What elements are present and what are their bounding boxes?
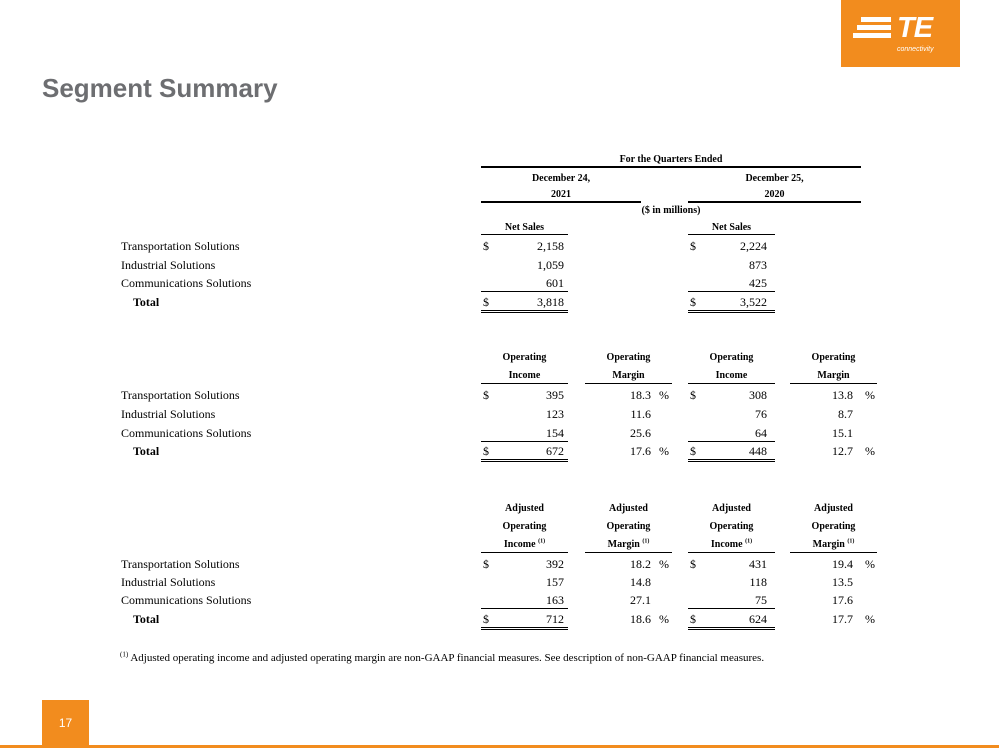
currency-symbol: $ — [690, 239, 696, 253]
op-income-header-2: Income — [508, 370, 541, 381]
currency-symbol: $ — [483, 239, 489, 253]
net-sales-header-2020: Net Sales — [711, 222, 752, 233]
ns-value-2020: 425 — [749, 276, 767, 290]
te-connectivity-logo — [841, 0, 960, 67]
op-header-rule — [790, 383, 877, 384]
ns-row-label: Industrial Solutions — [121, 258, 216, 272]
adj-total-dbl-rule — [481, 629, 568, 630]
op-row-label: Transportation Solutions — [121, 388, 240, 402]
op-margin-header-2: Margin — [612, 370, 645, 381]
op-margin-2020: 15.1 — [832, 426, 853, 440]
adj-total-margin-2020: 17.7 — [832, 612, 853, 626]
op-income-header-1: Operating — [709, 352, 754, 363]
adj-margin-2020: 13.5 — [832, 575, 853, 589]
ns-total-dbl-rule — [688, 312, 775, 313]
ns-subtotal-rule-2020 — [688, 291, 775, 292]
footnote-ref: (1) — [745, 538, 753, 545]
ns-row-label: Communications Solutions — [121, 276, 252, 290]
adj-margin-2020: 17.6 — [832, 593, 853, 607]
footnote-ref: (1) — [538, 538, 546, 545]
op-header-rule — [688, 383, 775, 384]
period1-line2: 2021 — [551, 189, 571, 200]
adj-header-rule — [585, 552, 672, 553]
adj-income-2021: 392 — [546, 557, 564, 571]
op-income-header-2: Income — [715, 370, 748, 381]
currency-symbol: $ — [483, 444, 489, 458]
currency-symbol: $ — [690, 295, 696, 309]
op-total-income-2021: 672 — [546, 444, 564, 458]
ns-total-2021: 3,818 — [537, 295, 564, 309]
op-total-dbl-rule — [481, 459, 568, 460]
ns-value-2020: 873 — [749, 258, 767, 272]
ns-value-2021: 601 — [546, 276, 564, 290]
percent-symbol: % — [659, 612, 669, 626]
adj-margin-header-1: Adjusted — [814, 503, 853, 514]
footnote — [120, 652, 764, 664]
op-margin-2020: 13.8 — [832, 388, 853, 402]
adj-income-header-2: Operating — [502, 521, 547, 532]
period1-rule — [481, 201, 641, 203]
currency-symbol: $ — [690, 444, 696, 458]
adj-margin-2020: 19.4 — [832, 557, 853, 571]
op-total-dbl-rule — [688, 461, 775, 462]
period2-line2: 2020 — [764, 189, 785, 200]
period1-line1: December 24, — [531, 173, 591, 184]
net-sales-rule-2020 — [688, 234, 775, 235]
page-title: Segment Summary — [42, 73, 278, 103]
op-total-margin-2021: 17.6 — [630, 444, 651, 458]
adj-income-header-1: Adjusted — [505, 503, 544, 514]
adj-header-rule — [481, 552, 568, 553]
adj-income-header-3: Income $^{(1)}$ — [710, 538, 753, 550]
percent-symbol: % — [659, 444, 669, 458]
adj-income-2021: 163 — [546, 593, 564, 607]
adj-row-label: Communications Solutions — [121, 593, 252, 607]
ns-row-label: Transportation Solutions — [121, 239, 240, 253]
adj-total-margin-2021: 18.6 — [630, 612, 651, 626]
op-header-rule — [585, 383, 672, 384]
op-header-rule — [481, 383, 568, 384]
adj-margin-2021: 27.1 — [630, 593, 651, 607]
ns-value-2021: 2,158 — [537, 239, 564, 253]
bottom-accent-bar — [0, 745, 999, 748]
currency-symbol: $ — [483, 388, 489, 402]
quarters-ended-header: For the Quarters Ended — [619, 154, 723, 165]
adj-row-label: Transportation Solutions — [121, 557, 240, 571]
percent-symbol: % — [865, 444, 875, 458]
adj-income-2021: 157 — [546, 575, 564, 589]
currency-symbol: $ — [690, 557, 696, 571]
net-sales-header-2021: Net Sales — [504, 222, 545, 233]
currency-symbol: $ — [483, 557, 489, 571]
currency-symbol: $ — [483, 612, 489, 626]
page-number-box — [42, 700, 89, 746]
adj-total-dbl-rule — [688, 629, 775, 630]
ns-subtotal-rule-2021 — [481, 291, 568, 292]
ns-total-label: Total — [133, 295, 160, 309]
footnote-marker: (1) — [120, 650, 129, 659]
op-subtotal-rule — [481, 441, 568, 442]
adj-margin-2021: 14.8 — [630, 575, 651, 589]
period2-rule — [688, 201, 861, 203]
adj-total-dbl-rule — [688, 627, 775, 628]
adj-income-header-2: Operating — [709, 521, 754, 532]
op-margin-header-2: Margin — [817, 370, 850, 381]
op-margin-header-1: Operating — [606, 352, 651, 363]
op-total-income-2020: 448 — [749, 444, 767, 458]
percent-symbol: % — [865, 612, 875, 626]
footnote-ref: (1) — [642, 538, 650, 545]
op-total-label: Total — [133, 444, 160, 458]
adj-row-label: Industrial Solutions — [121, 575, 216, 589]
ns-total-dbl-rule — [688, 310, 775, 311]
op-income-header-1: Operating — [502, 352, 547, 363]
logo-text: TE — [897, 12, 933, 44]
adj-total-income-2021: 712 — [546, 612, 564, 626]
op-total-dbl-rule — [481, 461, 568, 462]
adj-income-2020: 431 — [749, 557, 767, 571]
adj-margin-header-1: Adjusted — [609, 503, 648, 514]
op-subtotal-rule — [688, 441, 775, 442]
adj-header-rule — [790, 552, 877, 553]
adj-income-header-1: Adjusted — [712, 503, 751, 514]
percent-symbol: % — [659, 388, 669, 402]
op-margin-2020: 8.7 — [838, 407, 853, 421]
footnote-ref: (1) — [847, 538, 855, 545]
adj-margin-header-2: Operating — [606, 521, 651, 532]
period2-line1: December 25, — [745, 173, 804, 184]
adj-margin-header-2: Operating — [811, 521, 856, 532]
adj-subtotal-rule — [481, 608, 568, 609]
adj-header-rule — [688, 552, 775, 553]
adj-income-2020: 75 — [755, 593, 767, 607]
op-income-2020: 308 — [749, 388, 767, 402]
adj-total-label: Total — [133, 612, 160, 626]
header-rule — [481, 166, 861, 168]
adj-margin-header-3: Margin $^{(1)}$ — [812, 538, 855, 550]
op-income-2021: 154 — [546, 426, 564, 440]
op-income-2020: 76 — [755, 407, 767, 421]
op-total-dbl-rule — [688, 459, 775, 460]
op-margin-2021: 18.3 — [630, 388, 651, 402]
ns-total-dbl-rule — [481, 310, 568, 311]
ns-value-2021: 1,059 — [537, 258, 564, 272]
footnote-text: Adjusted operating income and adjusted operating margin are non-GAAP financial measures. See description of non-GAAP financial measures. — [130, 652, 765, 664]
op-margin-2021: 11.6 — [630, 407, 651, 421]
currency-symbol: $ — [690, 612, 696, 626]
adj-total-income-2020: 624 — [749, 612, 767, 626]
op-income-2021: 395 — [546, 388, 564, 402]
adj-total-dbl-rule — [481, 627, 568, 628]
ns-value-2020: 2,224 — [740, 239, 767, 253]
op-income-2020: 64 — [755, 426, 767, 440]
op-income-2021: 123 — [546, 407, 564, 421]
adj-margin-2021: 18.2 — [630, 557, 651, 571]
op-margin-header-1: Operating — [811, 352, 856, 363]
currency-symbol: $ — [690, 388, 696, 402]
op-row-label: Industrial Solutions — [121, 407, 216, 421]
ns-total-dbl-rule — [481, 312, 568, 313]
percent-symbol: % — [865, 557, 875, 571]
units-label: ($ in millions) — [641, 205, 701, 216]
op-margin-2021: 25.6 — [630, 426, 651, 440]
adj-subtotal-rule — [688, 608, 775, 609]
adj-income-2020: 118 — [749, 575, 767, 589]
percent-symbol: % — [659, 557, 669, 571]
currency-symbol: $ — [483, 295, 489, 309]
adj-income-header-3: Income $^{(1)}$ — [503, 538, 546, 550]
op-row-label: Communications Solutions — [121, 426, 252, 440]
page-number: 17 — [58, 716, 73, 730]
percent-symbol: % — [865, 388, 875, 402]
net-sales-rule-2021 — [481, 234, 568, 235]
op-total-margin-2020: 12.7 — [832, 444, 853, 458]
ns-total-2020: 3,522 — [740, 295, 767, 309]
adj-margin-header-3: Margin $^{(1)}$ — [607, 538, 650, 550]
logo-subtext: connectivity — [897, 46, 934, 53]
